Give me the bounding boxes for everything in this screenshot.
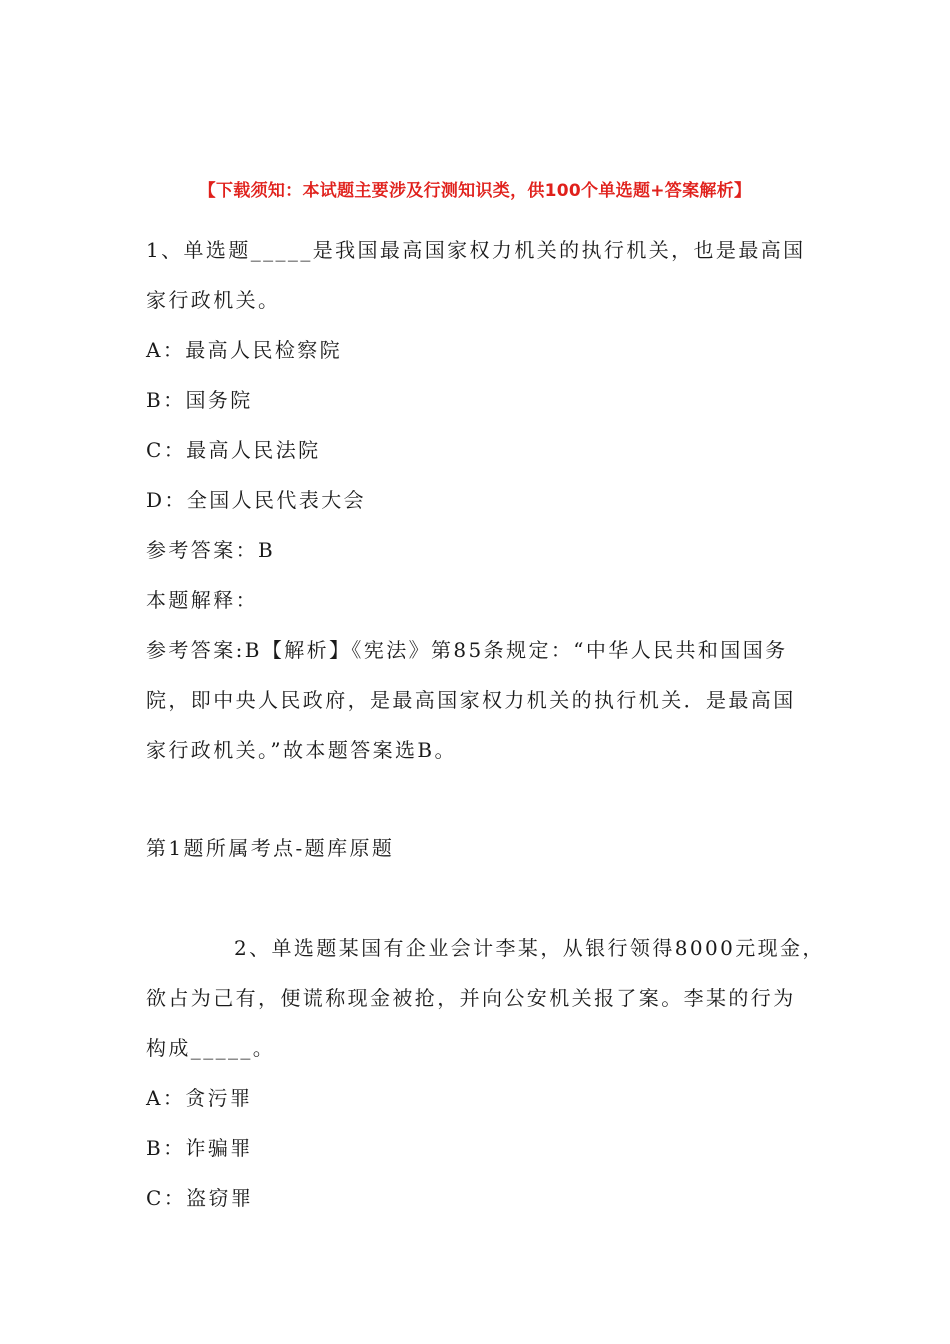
question-1-explain-label: 本题解释： xyxy=(146,588,258,612)
download-notice: 【下载须知：本试题主要涉及行测知识类，供100个单选题+答案解析】 xyxy=(198,181,752,201)
question-1-source: 第1题所属考点-题库原题 xyxy=(146,836,395,860)
question-2-stem-line-3: 构成_____。 xyxy=(146,1036,276,1060)
question-1-option-c: C：最高人民法院 xyxy=(146,438,321,462)
question-1-stem-line-2: 家行政机关。 xyxy=(146,288,281,312)
question-2-option-c: C：盗窃罪 xyxy=(146,1186,254,1210)
question-1-stem-line-1: 1、单选题_____是我国最高国家权力机关的执行机关，也是最高国 xyxy=(146,238,806,262)
question-1-explain-line-1: 参考答案:B【解析】《宪法》第85条规定：“中华人民共和国国务 xyxy=(146,638,788,662)
question-1-option-b: B：国务院 xyxy=(146,388,253,412)
question-2-stem-line-1: 2、单选题某国有企业会计李某，从银行领得8000元现金， xyxy=(234,936,825,960)
question-1-explain-line-3: 家行政机关。”故本题答案选B。 xyxy=(146,738,457,762)
question-2-option-a: A：贪污罪 xyxy=(146,1086,253,1110)
question-2-option-b: B：诈骗罪 xyxy=(146,1136,253,1160)
question-1-option-d: D：全国人民代表大会 xyxy=(146,488,367,512)
question-1-explain-line-2: 院，即中央人民政府，是最高国家权力机关的执行机关．是最高国 xyxy=(146,688,796,712)
question-1-option-a: A：最高人民检察院 xyxy=(146,338,343,362)
question-1-answer: 参考答案：B xyxy=(146,538,276,562)
question-2-stem-line-2: 欲占为己有，便谎称现金被抢，并向公安机关报了案。李某的行为 xyxy=(146,986,796,1010)
